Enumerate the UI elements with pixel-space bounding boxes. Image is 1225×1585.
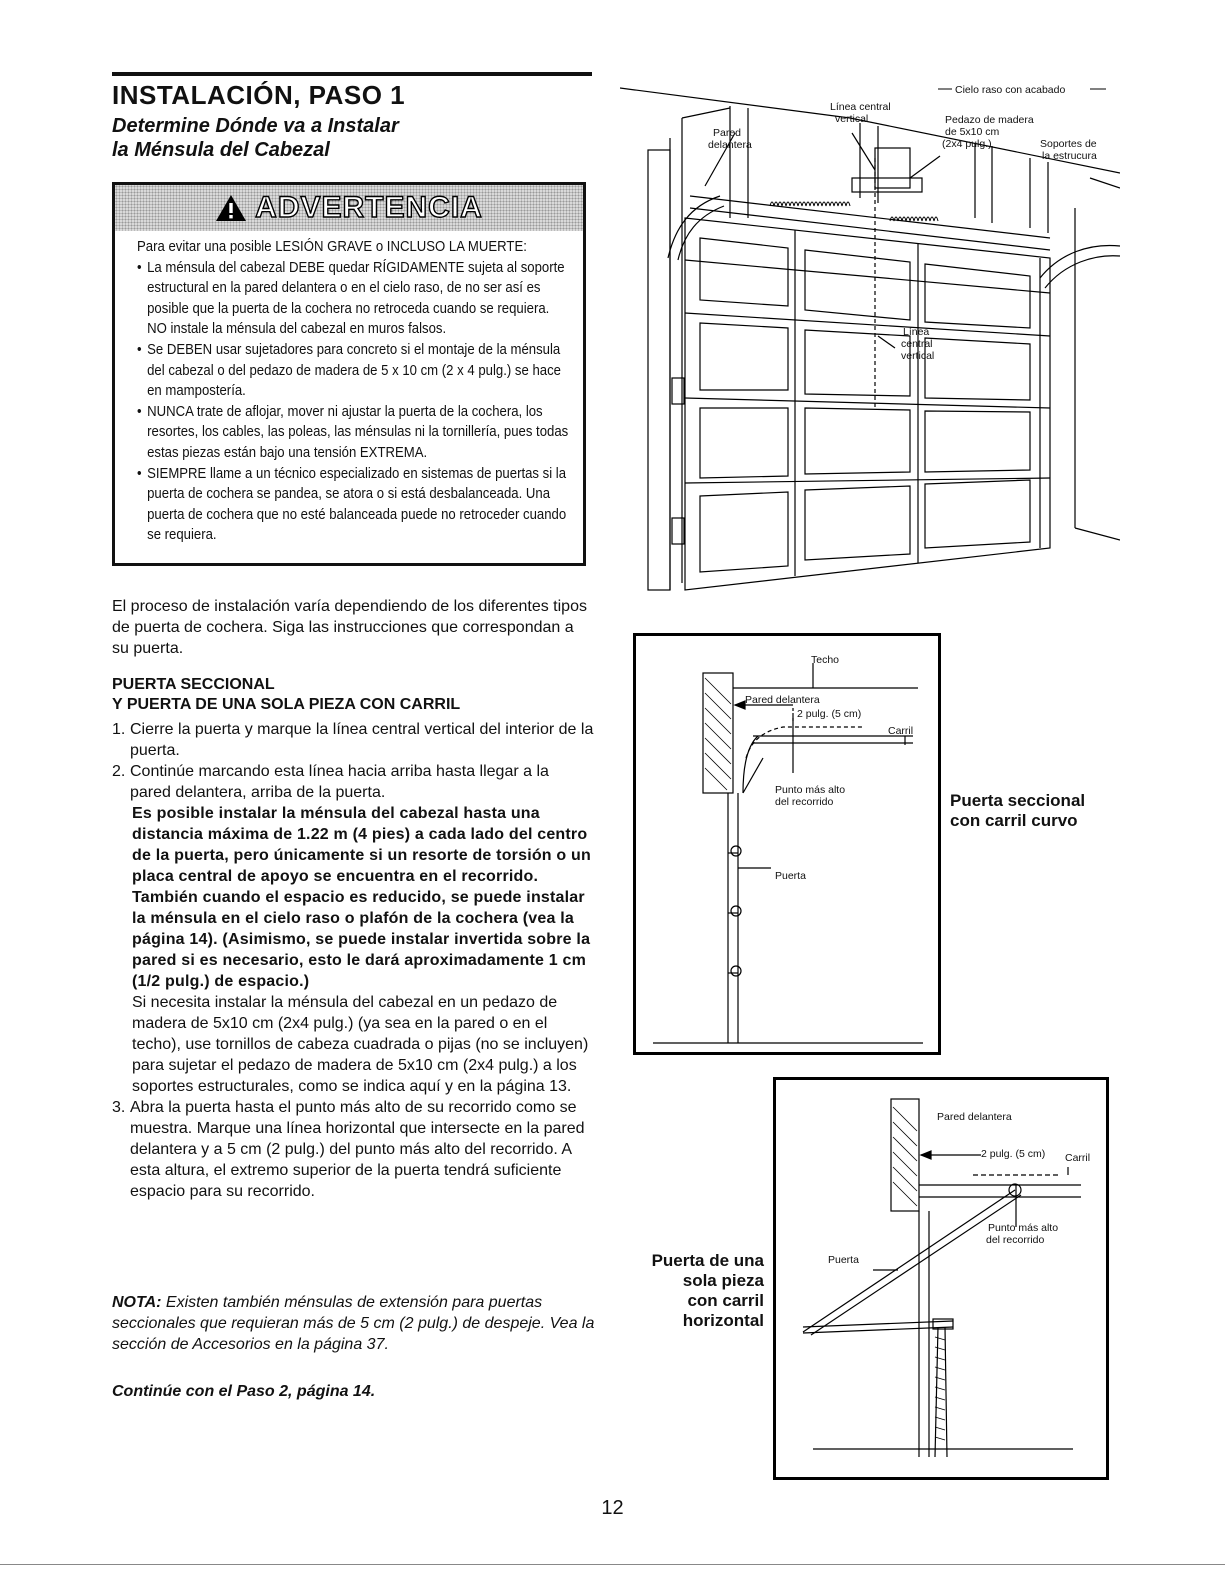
one-piece-caption xyxy=(600,1251,764,1331)
section-heading-line-1: PUERTA SECCIONAL xyxy=(112,676,275,693)
step-text: Cierre la puerta y marque la línea central vertical del interior de la puerta. xyxy=(130,721,594,759)
warning-box xyxy=(112,182,586,566)
center-line-label-top: vertical xyxy=(835,113,869,125)
wood-label: (2x4 pulg.) xyxy=(942,138,992,150)
page-title: INSTALACIÓN, PASO 1 xyxy=(112,80,406,110)
front-wall-label: Pared delantera xyxy=(937,1111,1012,1123)
supports-label: Soportes de xyxy=(1040,138,1097,150)
step-extra-text: Si necesita instalar la ménsula del cabezal en un pedazo de madera de 5x10 cm (2x4 pulg.) (ya sea en la pared o en el techo), use tornillos de cabeza cuadrada o pijas (no se incluyen) para sujetar el pedazo de madera de 5x10 cm (2x4 pulg.) a los soportes estructurales, como se indica aquí y en la página 13. xyxy=(132,994,589,1095)
front-wall-label: Pared xyxy=(713,127,742,139)
step-item xyxy=(112,761,594,1097)
step-item xyxy=(112,719,594,761)
title-rule xyxy=(112,72,592,76)
intro-paragraph: El proceso de instalación varía dependiendo de los diferentes tipos de puerta de cochera. Siga las instrucciones que correspondan a su puerta. xyxy=(112,598,587,657)
highest-point-label: del recorrido xyxy=(986,1234,1045,1246)
step-text: Continúe marcando esta línea hacia arriba hasta llegar a la pared delantera, arriba de la puerta. xyxy=(130,763,549,801)
steps-list xyxy=(112,719,594,1202)
distance-label: 2 pulg. (5 cm) xyxy=(797,708,862,720)
door-label: Puerta xyxy=(828,1254,859,1266)
warning-list xyxy=(137,258,569,546)
distance-label: 2 pulg. (5 cm) xyxy=(981,1148,1046,1160)
highest-point-label: Punto más alto xyxy=(988,1222,1059,1234)
wood-label: Pedazo de madera xyxy=(945,114,1034,126)
warning-heading: ADVERTENCIA xyxy=(255,191,483,224)
warning-item: • SIEMPRE llame a un técnico especializado en sistemas de puertas si la puerta de cochera se pandea, se atora o si está desbalanceada. Una puerta de cochera que no esté balanceada puede no retroceder cuando se requiera. xyxy=(137,464,569,546)
subtitle-line-1: Determine Dónde va a Instalar xyxy=(112,115,399,137)
section-heading xyxy=(112,675,460,715)
subtitle-line-2: la Ménsula del Cabezal xyxy=(112,139,330,161)
note-paragraph xyxy=(112,1292,596,1355)
front-wall-label: delantera xyxy=(708,139,752,151)
warning-header xyxy=(115,185,583,231)
center-line-label-mid: vertical xyxy=(901,350,935,362)
warning-item: • NUNCA trate de aflojar, mover ni ajustar la puerta de la cochera, los resortes, los cables, las poleas, las ménsulas ni la tornillería, pues todas estas piezas están bajo una tensión EXTREMA. xyxy=(137,402,569,464)
door-label: Puerta xyxy=(775,870,806,882)
section-heading-line-2: Y PUERTA DE UNA SOLA PIEZA CON CARRIL xyxy=(112,696,461,713)
supports-label: la estrucura xyxy=(1042,150,1097,162)
step-number: 2. xyxy=(112,763,126,780)
sectional-door-diagram xyxy=(633,633,941,1055)
step-bold-note: Es posible instalar la ménsula del cabezal hasta una distancia máxima de 1.22 m (4 pies) a cada lado del centro de la puerta, pero únicamente si un resorte de torsión o un placa central de apoyo se encuentra en el recorrido. También cuando el espacio es reducido, se puede instalar la ménsula en el cielo raso o plafón de la cochera (vea la página 14). (Asimismo, se puede instalar invertida sobre la pared si es necesario, esto le dará aproximadamente 1 cm (1/2 pulg.) de espacio.) xyxy=(132,805,591,990)
one-piece-caption-line: sola pieza xyxy=(682,1271,764,1290)
warning-item: • Se DEBEN usar sujetadores para concreto si el montaje de la ménsula del cabezal o del pedazo de madera de 5 x 10 cm (2 x 4 pulg.) se hace en mampostería. xyxy=(137,340,569,402)
wood-label: de 5x10 cm xyxy=(945,126,1000,138)
page-subtitle xyxy=(112,114,399,162)
note-text: Existen también ménsulas de extensión para puertas seccionales que requieran más de 5 cm (2 pulg.) de despeje. Vea la sección de Accesorios en la página 37. xyxy=(112,1294,595,1353)
center-line-label-mid: central xyxy=(901,338,933,350)
highest-point-label: Punto más alto xyxy=(775,784,846,796)
sectional-caption-line: Puerta seccional xyxy=(950,791,1086,810)
step-number: 3. xyxy=(112,1099,126,1116)
highest-point-label: del recorrido xyxy=(775,796,834,808)
step-number: 1. xyxy=(112,721,126,738)
warning-body xyxy=(137,237,569,546)
techo-label: Techo xyxy=(811,654,840,666)
sectional-caption-line: con carril curvo xyxy=(950,811,1078,830)
warning-triangle-icon xyxy=(215,194,247,222)
step-item xyxy=(112,1097,594,1202)
garage-door-diagram xyxy=(620,78,1120,603)
one-piece-door-diagram xyxy=(773,1077,1109,1480)
rail-label: Carril xyxy=(888,725,914,737)
page-number: 12 xyxy=(601,1497,624,1519)
center-line-label-mid: Línea xyxy=(903,326,930,338)
center-line-label-top: Línea central xyxy=(830,101,891,113)
note-label: NOTA: xyxy=(112,1294,162,1311)
continue-link: Continúe con el Paso 2, página 14. xyxy=(112,1383,376,1400)
front-wall-label: Pared delantera xyxy=(745,694,820,706)
sectional-caption xyxy=(950,791,1085,831)
one-piece-caption-line: Puerta de una xyxy=(651,1251,764,1270)
one-piece-caption-line: con carril xyxy=(687,1291,764,1310)
warning-intro: Para evitar una posible LESIÓN GRAVE o INCLUSO LA MUERTE: xyxy=(137,239,527,255)
step-text: Abra la puerta hasta el punto más alto de su recorrido como se muestra. Marque una línea horizontal que intersecte en la pared delantera y a 5 cm (2 pulg.) del punto más alto del recorrido. A esta altura, el extremo superior de la puerta tendrá suficiente espacio para su recorrido. xyxy=(130,1099,585,1200)
bottom-rule xyxy=(0,1564,1225,1565)
warning-item: • La ménsula del cabezal DEBE quedar RÍGIDAMENTE sujeta al soporte estructural en la pared delantera o en el cielo raso, de no ser así es posible que la puerta de la cochera no retroceda cuando se requiera. NO instale la ménsula del cabezal en muros falsos. xyxy=(137,258,569,340)
ceiling-label: Cielo raso con acabado xyxy=(955,84,1066,96)
rail-label: Carril xyxy=(1065,1152,1091,1164)
one-piece-caption-line: horizontal xyxy=(682,1311,764,1330)
